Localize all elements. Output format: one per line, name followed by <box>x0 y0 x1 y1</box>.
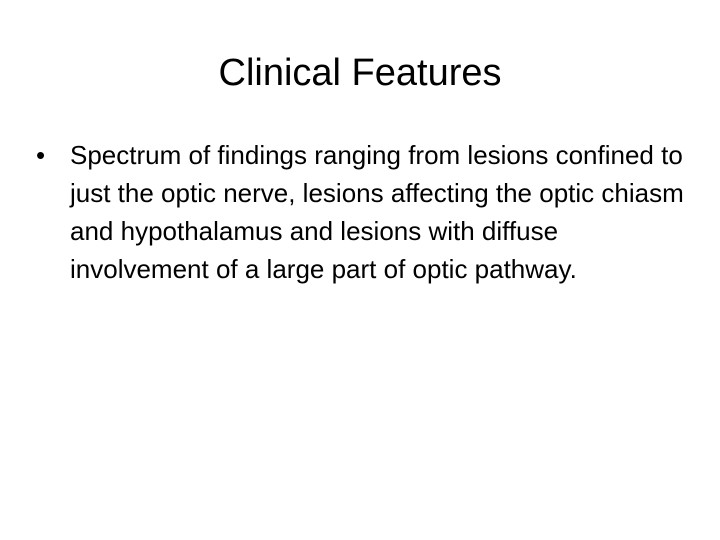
bullet-text: Spectrum of findings ranging from lesions confined to just the optic nerve, lesions affecting the optic chiasm and hypothalamus and lesions with diffuse involvement of a large part of optic pathway. <box>70 140 684 284</box>
slide-title: Clinical Features <box>218 52 502 94</box>
bullet-dot-icon: • <box>36 140 46 170</box>
bullet-item <box>36 136 686 288</box>
bullet-list <box>36 136 686 288</box>
